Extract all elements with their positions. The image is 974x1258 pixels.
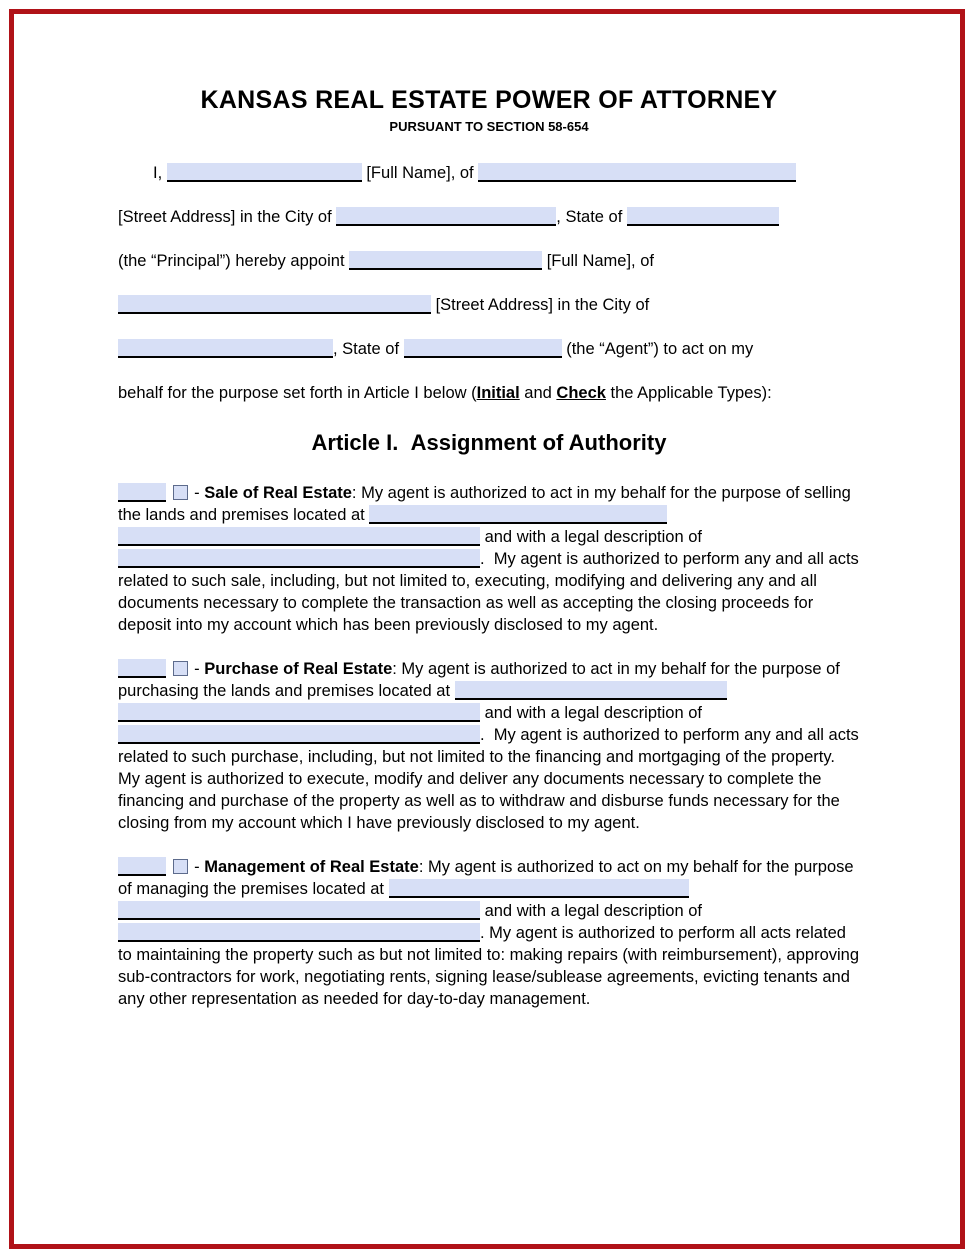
agent-street-address-field[interactable] xyxy=(118,295,431,314)
intro-continuation xyxy=(118,382,860,404)
principal-city-field[interactable] xyxy=(336,207,556,226)
text-run: [Street Address] in the City of xyxy=(118,208,337,226)
management-checkbox[interactable] xyxy=(173,859,188,874)
sale-legal-description-field[interactable] xyxy=(118,549,480,568)
intro-line xyxy=(118,250,860,272)
sale-initials-field[interactable] xyxy=(118,483,166,502)
text-run: Sale of Real Estate xyxy=(204,484,352,502)
text-run xyxy=(166,484,171,502)
purchase-legal-description-field[interactable] xyxy=(118,725,480,744)
page-border xyxy=(9,9,965,1249)
document-subtitle: PURSUANT TO SECTION 58-654 xyxy=(389,119,589,134)
text-run: and with a legal description of xyxy=(480,528,702,546)
purchase-checkbox[interactable] xyxy=(173,661,188,676)
purchase-initials-field[interactable] xyxy=(118,659,166,678)
intro-line xyxy=(118,206,860,228)
intro-line xyxy=(118,338,860,360)
purchase-property-location-field[interactable] xyxy=(455,681,727,700)
text-run: Management of Real Estate xyxy=(204,858,419,876)
authority-item-management xyxy=(118,856,860,1010)
text-run: Purchase of Real Estate xyxy=(204,660,393,678)
text-run: - xyxy=(189,660,205,678)
management-initials-field[interactable] xyxy=(118,857,166,876)
principal-full-name-field[interactable] xyxy=(167,163,362,182)
text-run xyxy=(166,858,171,876)
text-run: [Street Address] in the City of xyxy=(431,296,650,314)
management-property-location-field[interactable] xyxy=(118,901,480,920)
document-title: KANSAS REAL ESTATE POWER OF ATTORNEY xyxy=(200,86,778,114)
sale-property-location-field[interactable] xyxy=(118,527,480,546)
text-run: (the “Principal”) hereby appoint xyxy=(118,252,350,270)
text-run: [Full Name], of xyxy=(361,164,479,182)
text-run: I, xyxy=(153,164,167,182)
text-run: : My agent is authorized to act in my behalf for the purpose of purchasing the lands and premises located at xyxy=(118,660,840,700)
text-run: (the “Agent”) to act on my xyxy=(561,340,754,358)
principal-state-field[interactable] xyxy=(627,207,779,226)
intro-line xyxy=(118,162,860,184)
agent-full-name-field[interactable] xyxy=(349,251,542,270)
text-run: , State of xyxy=(333,340,404,358)
management-property-location-field[interactable] xyxy=(389,879,689,898)
agent-state-field[interactable] xyxy=(404,339,562,358)
text-run: and with a legal description of xyxy=(480,902,702,920)
text-run: , State of xyxy=(556,208,627,226)
text-run xyxy=(166,660,171,678)
text-run: behalf for the purpose set forth in Article I below ( xyxy=(118,384,477,402)
intro-line xyxy=(118,294,860,316)
text-run: Initial xyxy=(476,384,520,402)
authority-item-purchase xyxy=(118,658,860,834)
document-page xyxy=(14,14,960,1050)
text-run: : My agent is authorized to act in my behalf for the purpose of selling the lands and premises located at xyxy=(118,484,851,524)
agent-city-field[interactable] xyxy=(118,339,333,358)
purchase-property-location-field[interactable] xyxy=(118,703,480,722)
text-run: : My agent is authorized to act on my behalf for the purpose of managing the premises located at xyxy=(118,858,854,898)
sale-property-location-field[interactable] xyxy=(369,505,667,524)
article-heading: Article I. Assignment of Authority xyxy=(311,430,667,455)
intro-section xyxy=(118,162,860,404)
text-run: and xyxy=(519,384,557,402)
text-run: . My agent is authorized to perform any and all acts related to such sale, including, but not limited to, executing, modifying and delivering any and all documents necessary to complete the transaction as well as accepting the closing proceeds for deposit into my account which has been previously disclosed to my agent. xyxy=(118,550,859,634)
text-run: [Full Name], of xyxy=(542,252,654,270)
text-run: . My agent is authorized to perform any and all acts related to such purchase, including, but not limited to the financing and mortgaging of the property. My agent is authorized to execute, modify and deliver any documents necessary to complete the financing and purchase of the property as well as to withdraw and disburse funds necessary for the closing from my account which I have previously disclosed to my agent. xyxy=(118,726,859,832)
sale-checkbox[interactable] xyxy=(173,485,188,500)
text-run: and with a legal description of xyxy=(480,704,702,722)
text-run: Check xyxy=(556,384,606,402)
authority-item-sale xyxy=(118,482,860,636)
text-run: the Applicable Types): xyxy=(605,384,772,402)
text-run: - xyxy=(189,858,205,876)
principal-street-address-field[interactable] xyxy=(478,163,796,182)
management-legal-description-field[interactable] xyxy=(118,923,480,942)
text-run: . My agent is authorized to perform all acts related to maintaining the property such as but not limited to: making repairs (with reimbursement), approving sub-contractors for work, negotiating rents, signing lease/sublease agreements, evicting tenants and any other representation as needed for day-to-day management. xyxy=(118,924,860,1008)
text-run: - xyxy=(189,484,205,502)
